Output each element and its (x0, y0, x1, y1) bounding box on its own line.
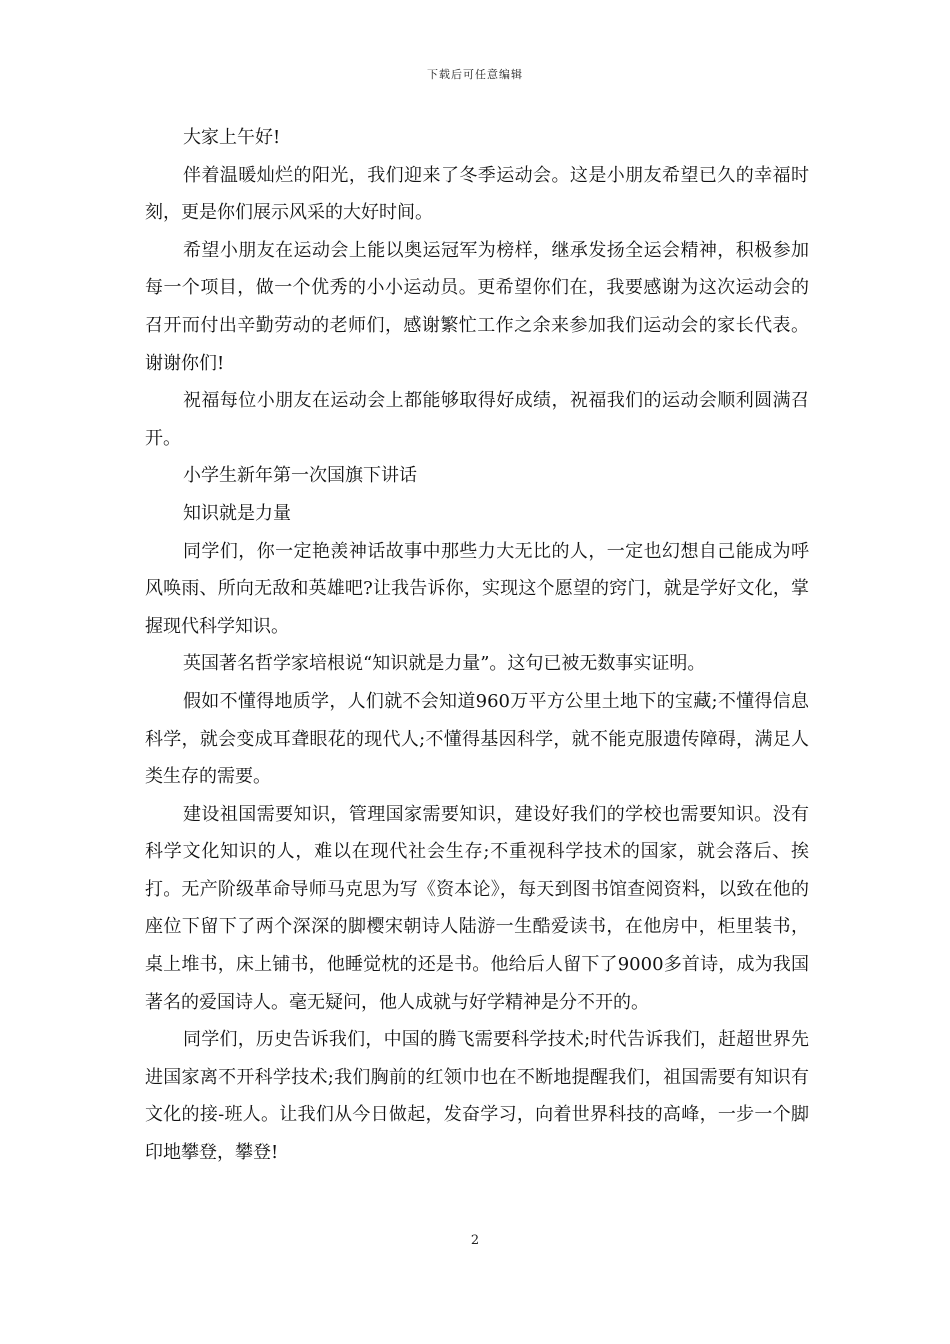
paragraph-students: 同学们，你一定艳羡神话故事中那些力大无比的人，一定也幻想自己能成为呼风唤雨、所向无敌和英雄吧?让我告诉你，实现这个愿望的窍门，就是学好文化，掌握现代科学知识。 (145, 540, 809, 637)
paragraph-hope: 希望小朋友在运动会上能以奥运冠军为榜样，继承发扬全运会精神，积极参加每一个项目，做一个优秀的小小运动员。更希望你们在，我要感谢为这次运动会的召开而付出辛勤劳动的老师们，感谢繁忙工作之余来参加我们运动会的家长代表。谢谢你们! (145, 239, 809, 374)
page-number: 2 (470, 1233, 480, 1248)
paragraph-blessing: 祝福每位小朋友在运动会上都能够取得好成绩，祝福我们的运动会顺利圆满召开。 (145, 390, 809, 449)
paragraph-sciences: 假如不懂得地质学，人们就不会知道960万平方公里土地下的宝藏;不懂得信息科学，就会变成耳聋眼花的现代人;不懂得基因科学，就不能克服遗传障碍，满足人类生存的需要。 (145, 690, 809, 788)
speech-title: 小学生新年第一次国旗下讲话 (183, 465, 417, 487)
paragraph-greeting: 大家上午好! (183, 127, 281, 148)
paragraph-building: 建设祖国需要知识，管理国家需要知识，建设好我们的学校也需要知识。没有科学文化知识的人，难以在现代社会生存;不重视科学技术的国家，就会落后、挨打。无产阶级革命导师马克思为写《资本论》，每天到图书馆查阅资料，以致在他的座位下留下了两个深深的脚樱宋朝诗人陆游一生酷爱读书，在他房中，柜里装书，桌上堆书，床上铺书，他睡觉枕的还是书。他给后人留下了9000多首诗，成为我国著名的爱国诗人。毫无疑问，他人成就与好学精神是分不开的。 (145, 803, 809, 1013)
paragraph-conclusion: 同学们，历史告诉我们，中国的腾飞需要科学技术;时代告诉我们，赶超世界先进国家离不开科学技术;我们胸前的红领巾也在不断地提醒我们，祖国需要有知识有文化的接-班人。让我们从今日做起，发奋学习，向着世界科技的高峰，一步一个脚印地攀登，攀登! (145, 1029, 809, 1164)
speech-subtitle: 知识就是力量 (183, 502, 291, 524)
document-body (145, 119, 809, 1172)
paragraph-bacon: 英国著名哲学家培根说“知识就是力量”。这句已被无数事实证明。 (183, 653, 706, 675)
page-header: 下载后可任意编辑 (427, 68, 523, 81)
paragraph-intro: 伴着温暖灿烂的阳光，我们迎来了冬季运动会。这是小朋友希望已久的幸福时刻，更是你们展示风采的大好时间。 (145, 164, 809, 224)
